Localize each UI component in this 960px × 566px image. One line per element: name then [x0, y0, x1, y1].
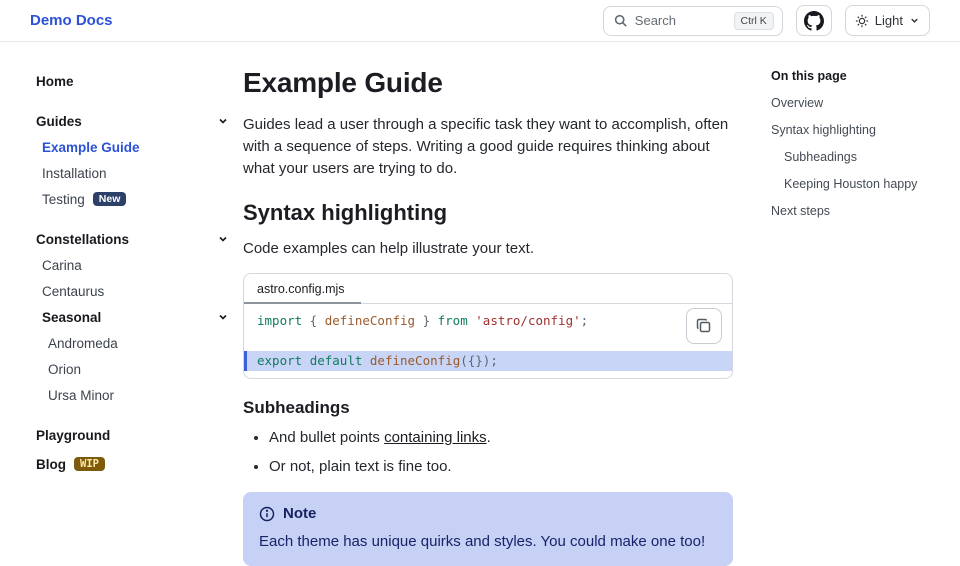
sidebar-item-orion[interactable] [36, 356, 229, 382]
code-token: } [415, 313, 438, 328]
sidebar-item-label: Home [36, 73, 74, 89]
sidebar-item-label: Ursa Minor [48, 387, 115, 403]
sidebar-item-ursa-minor[interactable] [36, 382, 229, 408]
github-icon [804, 11, 824, 31]
sidebar-group-label: Guides [36, 113, 82, 129]
search-label: Search [634, 13, 676, 28]
bullet-text: . [486, 429, 491, 446]
chevron-down-icon [909, 15, 920, 26]
toc-item-subheadings[interactable]: Subheadings [784, 150, 857, 164]
sidebar-item-label: Centaurus [42, 283, 105, 299]
search-button[interactable] [603, 6, 783, 36]
note-aside [243, 492, 733, 566]
wip-badge: WIP [74, 457, 105, 472]
section-paragraph: Code examples can help illustrate your text. [243, 240, 534, 257]
theme-select[interactable] [845, 5, 930, 36]
sidebar-item-label: Andromeda [48, 335, 118, 351]
search-icon [614, 14, 627, 27]
code-token: ({}); [460, 353, 498, 368]
toc-item-keeping-houston-happy[interactable]: Keeping Houston happy [784, 177, 918, 191]
sidebar-group-guides[interactable] [36, 108, 229, 134]
note-body: Each theme has unique quirks and styles. You could make one too! [259, 533, 706, 550]
sidebar-item-blog[interactable] [36, 451, 229, 477]
code-token: defineConfig [324, 313, 416, 328]
bullet-text: And bullet points [269, 429, 385, 446]
sidebar-group-label: Constellations [36, 231, 130, 247]
sidebar-item-label: Testing [42, 191, 85, 207]
toc-item-syntax-highlighting[interactable]: Syntax highlighting [771, 123, 876, 137]
toc-heading: On this page [771, 69, 847, 83]
info-icon [259, 506, 275, 522]
containing-links-link[interactable]: containing links [384, 429, 487, 446]
toc-item-next-steps[interactable]: Next steps [771, 204, 831, 218]
note-title-row [259, 505, 717, 522]
code-line [244, 311, 732, 331]
sidebar-item-andromeda[interactable] [36, 330, 229, 356]
main-content [243, 42, 733, 566]
copy-icon [695, 317, 713, 335]
code-token [362, 353, 370, 368]
sidebar-item-label: Example Guide [42, 139, 140, 155]
page-title: Example Guide [243, 67, 443, 98]
toc-item-overview[interactable]: Overview [771, 96, 824, 110]
code-token: 'astro/config' [475, 313, 581, 328]
sidebar-group-label: Seasonal [42, 309, 102, 325]
chevron-down-icon [217, 233, 229, 245]
sidebar-item-label: Orion [48, 361, 82, 377]
sidebar-item-playground[interactable] [36, 422, 229, 448]
github-button[interactable] [796, 5, 832, 36]
code-block-header [244, 274, 732, 304]
theme-label: Light [874, 13, 903, 28]
sidebar-item-testing[interactable] [36, 186, 229, 212]
sun-icon [855, 14, 869, 28]
code-token: default [309, 353, 363, 368]
sidebar-item-label: Installation [42, 165, 107, 181]
code-token [302, 353, 310, 368]
list-item [269, 427, 733, 449]
header-actions [603, 5, 930, 36]
code-token: { [302, 313, 325, 328]
code-token: defineConfig [369, 353, 461, 368]
sidebar-item-home[interactable] [36, 68, 229, 94]
code-line-blank [244, 331, 732, 351]
note-title: Note [283, 505, 317, 522]
site-header [0, 0, 960, 42]
sidebar-item-label: Carina [42, 257, 82, 273]
search-shortcut: Ctrl K [734, 12, 774, 30]
code-body [244, 304, 732, 378]
section-heading-subheadings: Subheadings [243, 398, 350, 417]
code-line-highlighted [244, 351, 732, 371]
code-token: import [257, 313, 303, 328]
bullet-text: Or not, plain text is fine too. [269, 458, 452, 475]
section-heading-syntax-highlighting: Syntax highlighting [243, 200, 448, 225]
code-token: export [257, 353, 303, 368]
sidebar-item-label: Playground [36, 427, 111, 443]
code-token: from [437, 313, 468, 328]
list-item [269, 456, 733, 478]
sidebar-item-label: Blog [36, 456, 66, 472]
chevron-down-icon [217, 115, 229, 127]
sidebar-item-carina[interactable] [36, 252, 229, 278]
intro-paragraph: Guides lead a user through a specific task they want to accomplish, often with a sequence of steps. Writing a good guide requires thinking about what your users are trying to do. [243, 116, 729, 177]
bullet-list [243, 427, 733, 478]
site-logo[interactable]: Demo Docs [30, 12, 113, 29]
chevron-down-icon [217, 311, 229, 323]
sidebar-nav [0, 42, 243, 566]
code-token: ; [580, 313, 589, 328]
sidebar-group-seasonal[interactable] [36, 304, 229, 330]
on-this-page-nav [733, 42, 960, 566]
code-filename-tab[interactable]: astro.config.mjs [244, 275, 361, 304]
new-badge: New [93, 192, 127, 207]
sidebar-item-centaurus[interactable] [36, 278, 229, 304]
copy-button[interactable] [686, 308, 722, 344]
sidebar-group-constellations[interactable] [36, 226, 229, 252]
sidebar-item-example-guide[interactable] [36, 134, 229, 160]
code-block [243, 273, 733, 379]
sidebar-item-installation[interactable] [36, 160, 229, 186]
